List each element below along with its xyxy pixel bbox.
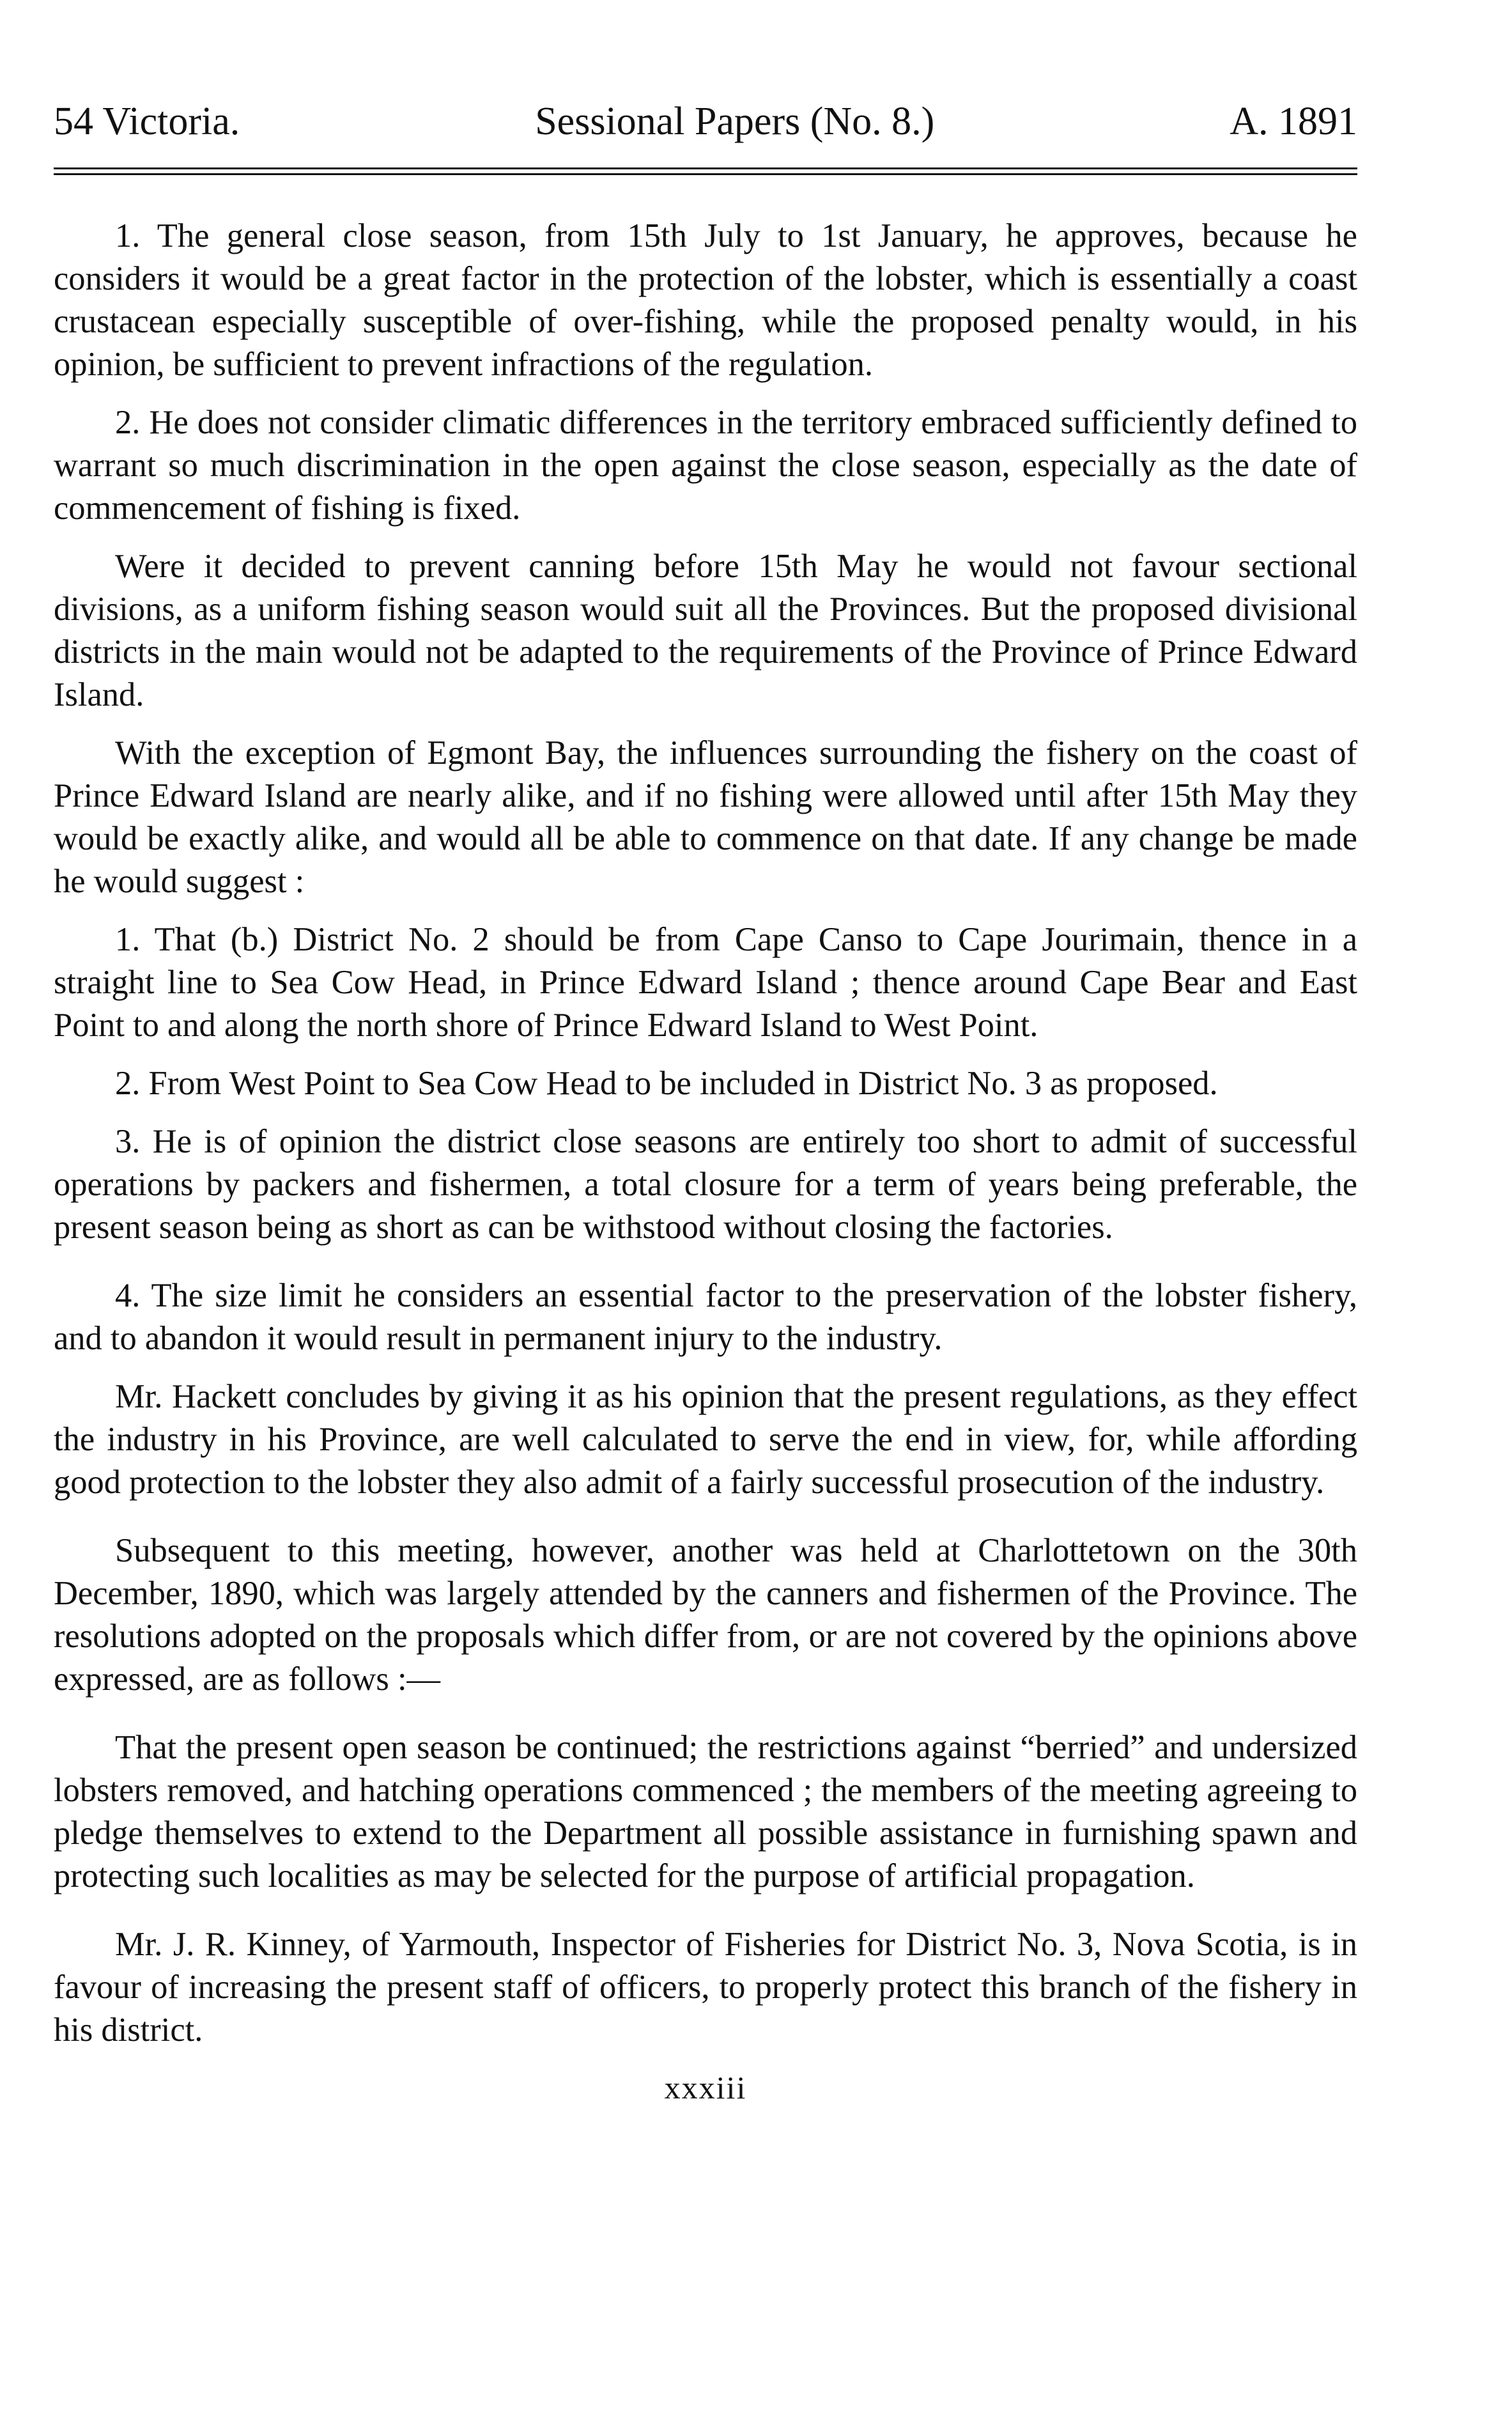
paragraph-suggestion-3: 3. He is of opinion the district close seasons are entirely too short to admit of successful operations by packers and fishermen, a total closure for a term of years being preferable, the present season being as short as can be withstood without closing the factories. (54, 1123, 1357, 1246)
document-page (54, 96, 1357, 2108)
header-double-rule (54, 167, 1357, 175)
paragraph-suggestion-2: 2. From West Point to Sea Cow Head to be included in District No. 3 as proposed. (115, 1065, 1218, 1102)
paragraph-suggestion-4: 4. The size limit he considers an essential factor to the preservation of the lobster fishery, and to abandon it would result in permanent injury to the industry. (54, 1277, 1357, 1357)
header-rule-top (54, 167, 1357, 169)
body-text (54, 215, 1357, 2052)
paragraph-hackett-conclusion: Mr. Hackett concludes by giving it as his opinion that the present regulations, as they effect the industry in his Province, are well calculated to serve the end in view, for, while affording good protection to the lobster they also admit of a fairly successful prosecution of the industry. (54, 1378, 1357, 1501)
header-year: A. 1891 (1230, 100, 1357, 143)
paragraph-charlottetown-meeting: Subsequent to this meeting, however, another was held at Charlottetown on the 30th December, 1890, which was largely attended by the canners and fishermen of the Province. The resolutions adopted on the proposals which differ from, or are not covered by the opinions above expressed, are as follows :— (54, 1532, 1357, 1698)
header-rule-bottom (54, 173, 1357, 175)
header-volume: 54 Victoria. (54, 100, 240, 143)
paragraph-egmont-bay: With the exception of Egmont Bay, the influences surrounding the fishery on the coast of Prince Edward Island are nearly alike, and if no fishing were allowed until after 15th May they would be exactly alike, and would all be able to commence on that date. If any change be made he would suggest : (54, 734, 1357, 900)
header-title: Sessional Papers (No. 8.) (535, 100, 935, 143)
paragraph-climatic-differences: 2. He does not consider climatic differences in the territory embraced sufficiently defined to warrant so much discrimination in the open against the close season, especially as the date of commencement of fishing is fixed. (54, 404, 1357, 527)
paragraph-resolution: That the present open season be continued; the restrictions against “berried” and undersized lobsters removed, and hatching operations commenced ; the members of the meeting agreeing to pledge themselves to extend to the Department all possible assistance in furnishing spawn and protecting such localities as may be selected for the purpose of artificial propagation. (54, 1729, 1357, 1894)
running-header (54, 96, 1357, 155)
page-number: xxxiii (664, 2070, 747, 2105)
paragraph-suggestion-1: 1. That (b.) District No. 2 should be from Cape Canso to Cape Jourimain, thence in a straight line to Sea Cow Head, in Prince Edward Island ; thence around Cape Bear and East Point to and along the north shore of Prince Edward Island to West Point. (54, 921, 1357, 1044)
paragraph-close-season: 1. The general close season, from 15th July to 1st January, he approves, because he considers it would be a great factor in the protection of the lobster, which is essentially a coast crustacean especially susceptible of over-fishing, while the proposed penalty would, in his opinion, be sufficient to prevent infractions of the regulation. (54, 217, 1357, 383)
paragraph-canning-before-may: Were it decided to prevent canning before 15th May he would not favour sectional divisions, as a uniform fishing season would suit all the Provinces. But the proposed divisional districts in the main would not be adapted to the requirements of the Province of Prince Edward Island. (54, 548, 1357, 713)
paragraph-kinney: Mr. J. R. Kinney, of Yarmouth, Inspector of Fisheries for District No. 3, Nova Scotia, is in favour of increasing the present staff of officers, to properly protect this branch of the fishery in his district. (54, 1926, 1357, 2049)
